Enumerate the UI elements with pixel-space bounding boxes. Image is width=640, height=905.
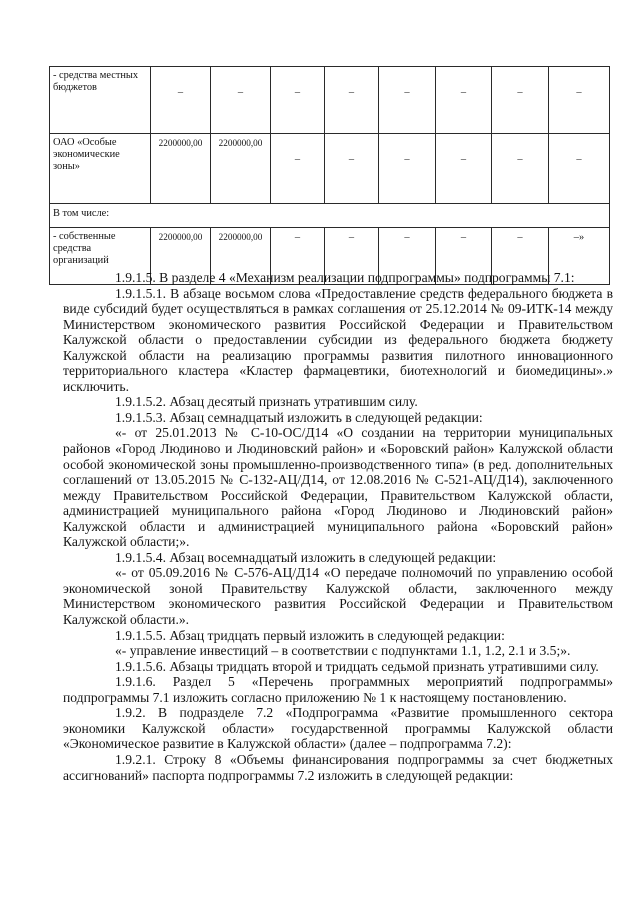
row-label: - собственные средства организаций bbox=[50, 228, 151, 285]
paragraph: «- от 05.09.2016 № С-576-АЦ/Д14 «О передаче полномочий по управлению особой экономической зоной Правительству Калужской области, заключенного между Министерством экономического развития Российской Федерации и Правительством Калужской области.». bbox=[63, 565, 613, 628]
paragraph: 1.9.2.1. Строку 8 «Объемы финансирования подпрограммы за счет бюджетных ассигнований» паспорта подпрограммы 7.2 изложить в следующей редакции: bbox=[63, 751, 613, 783]
table-cell: – bbox=[492, 67, 549, 134]
table-row bbox=[50, 67, 610, 134]
table-cell: – bbox=[379, 67, 436, 134]
table-cell: – bbox=[325, 228, 379, 285]
table-cell: – bbox=[492, 134, 549, 204]
table-cell: – bbox=[271, 134, 325, 204]
table-cell: – bbox=[436, 228, 492, 285]
table-cell: – bbox=[436, 67, 492, 134]
table-cell: – bbox=[549, 67, 610, 134]
paragraph: 1.9.1.5.6. Абзацы тридцать второй и тридцать седьмой признать утратившими силу. bbox=[115, 658, 599, 674]
table-cell: 2200000,00 bbox=[211, 134, 271, 204]
row-label: В том числе: bbox=[50, 204, 610, 228]
table-cell: –» bbox=[549, 228, 610, 285]
table-cell: – bbox=[325, 67, 379, 134]
table-cell: – bbox=[211, 67, 271, 134]
table-cell: 2200000,00 bbox=[151, 228, 211, 285]
table-row bbox=[50, 134, 610, 204]
table-row bbox=[50, 204, 610, 228]
paragraph: 1.9.1.5.3. Абзац семнадцатый изложить в следующей редакции: bbox=[115, 409, 483, 425]
row-label: - средства местных бюджетов bbox=[50, 67, 151, 134]
table-cell: – bbox=[436, 134, 492, 204]
paragraph: «- от 25.01.2013 № С-10-ОС/Д14 «О создании на территории муниципальных районов «Город Людиново и Людиновский район» и «Боровский район» Калужской области особой экономической зоны промышленно-производственного типа» (в ред. дополнительных соглашений от 13.05.2015 № С-132-АЦ/Д14, от 12.08.2016 № С-521-АЦ/Д14), заключенного между Правительством Российской Федерации, Правительством Калужской области, администрацией муниципального района «Город Людиново и Людиновский район» Калужской области и администрацией муниципального района «Боровский район» Калужской области;». bbox=[63, 425, 613, 550]
paragraph: 1.9.1.5.5. Абзац тридцать первый изложить в следующей редакции: bbox=[115, 627, 505, 643]
financing-table bbox=[49, 66, 610, 285]
table-cell: – bbox=[271, 67, 325, 134]
paragraph: 1.9.1.6. Раздел 5 «Перечень программных мероприятий подпрограммы» подпрограммы 7.1 изложить согласно приложению № 1 к настоящему постановлению. bbox=[63, 674, 613, 705]
paragraph: «- управление инвестиций – в соответствии с подпунктами 1.1, 1.2, 2.1 и 3.5;». bbox=[115, 643, 571, 659]
table-cell: – bbox=[549, 134, 610, 204]
table-cell: – bbox=[379, 228, 436, 285]
table-cell: 2200000,00 bbox=[211, 228, 271, 285]
paragraph: 1.9.2. В подразделе 7.2 «Подпрограмма «Развитие промышленного сектора экономики Калужской области» государственной программы Калужской области «Экономическое развитие в Калужской области» (далее – подпрограмма 7.2): bbox=[63, 705, 613, 752]
table-cell: – bbox=[379, 134, 436, 204]
paragraph: 1.9.1.5. В разделе 4 «Механизм реализации подпрограммы» подпрограммы 7.1: bbox=[115, 270, 575, 285]
paragraph: 1.9.1.5.4. Абзац восемнадцатый изложить в следующей редакции: bbox=[115, 549, 497, 565]
table-cell: – bbox=[151, 67, 211, 134]
table-cell: 2200000,00 bbox=[151, 134, 211, 204]
table-cell: – bbox=[325, 134, 379, 204]
table-cell: – bbox=[492, 228, 549, 285]
paragraph: 1.9.1.5.2. Абзац десятый признать утратившим силу. bbox=[115, 394, 418, 410]
document-body bbox=[63, 270, 613, 783]
paragraph: 1.9.1.5.1. В абзаце восьмом слова «Предоставление средств федерального бюджета в виде субсидий будет осуществляться в рамках соглашения от 25.12.2014 № 09-ИТК-14 между Министерством экономического развития Российской Федерации и Правительством Калужской области о предоставлении субсидии из федерального бюджета бюджету Калужской области на реализацию программы развития пилотного инновационного территориального кластера «Кластер фармацевтики, биотехнологий и биомедицины».» исключить. bbox=[63, 285, 613, 394]
row-label: ОАО «Особые экономические зоны» bbox=[50, 134, 151, 204]
table-cell: – bbox=[271, 228, 325, 285]
